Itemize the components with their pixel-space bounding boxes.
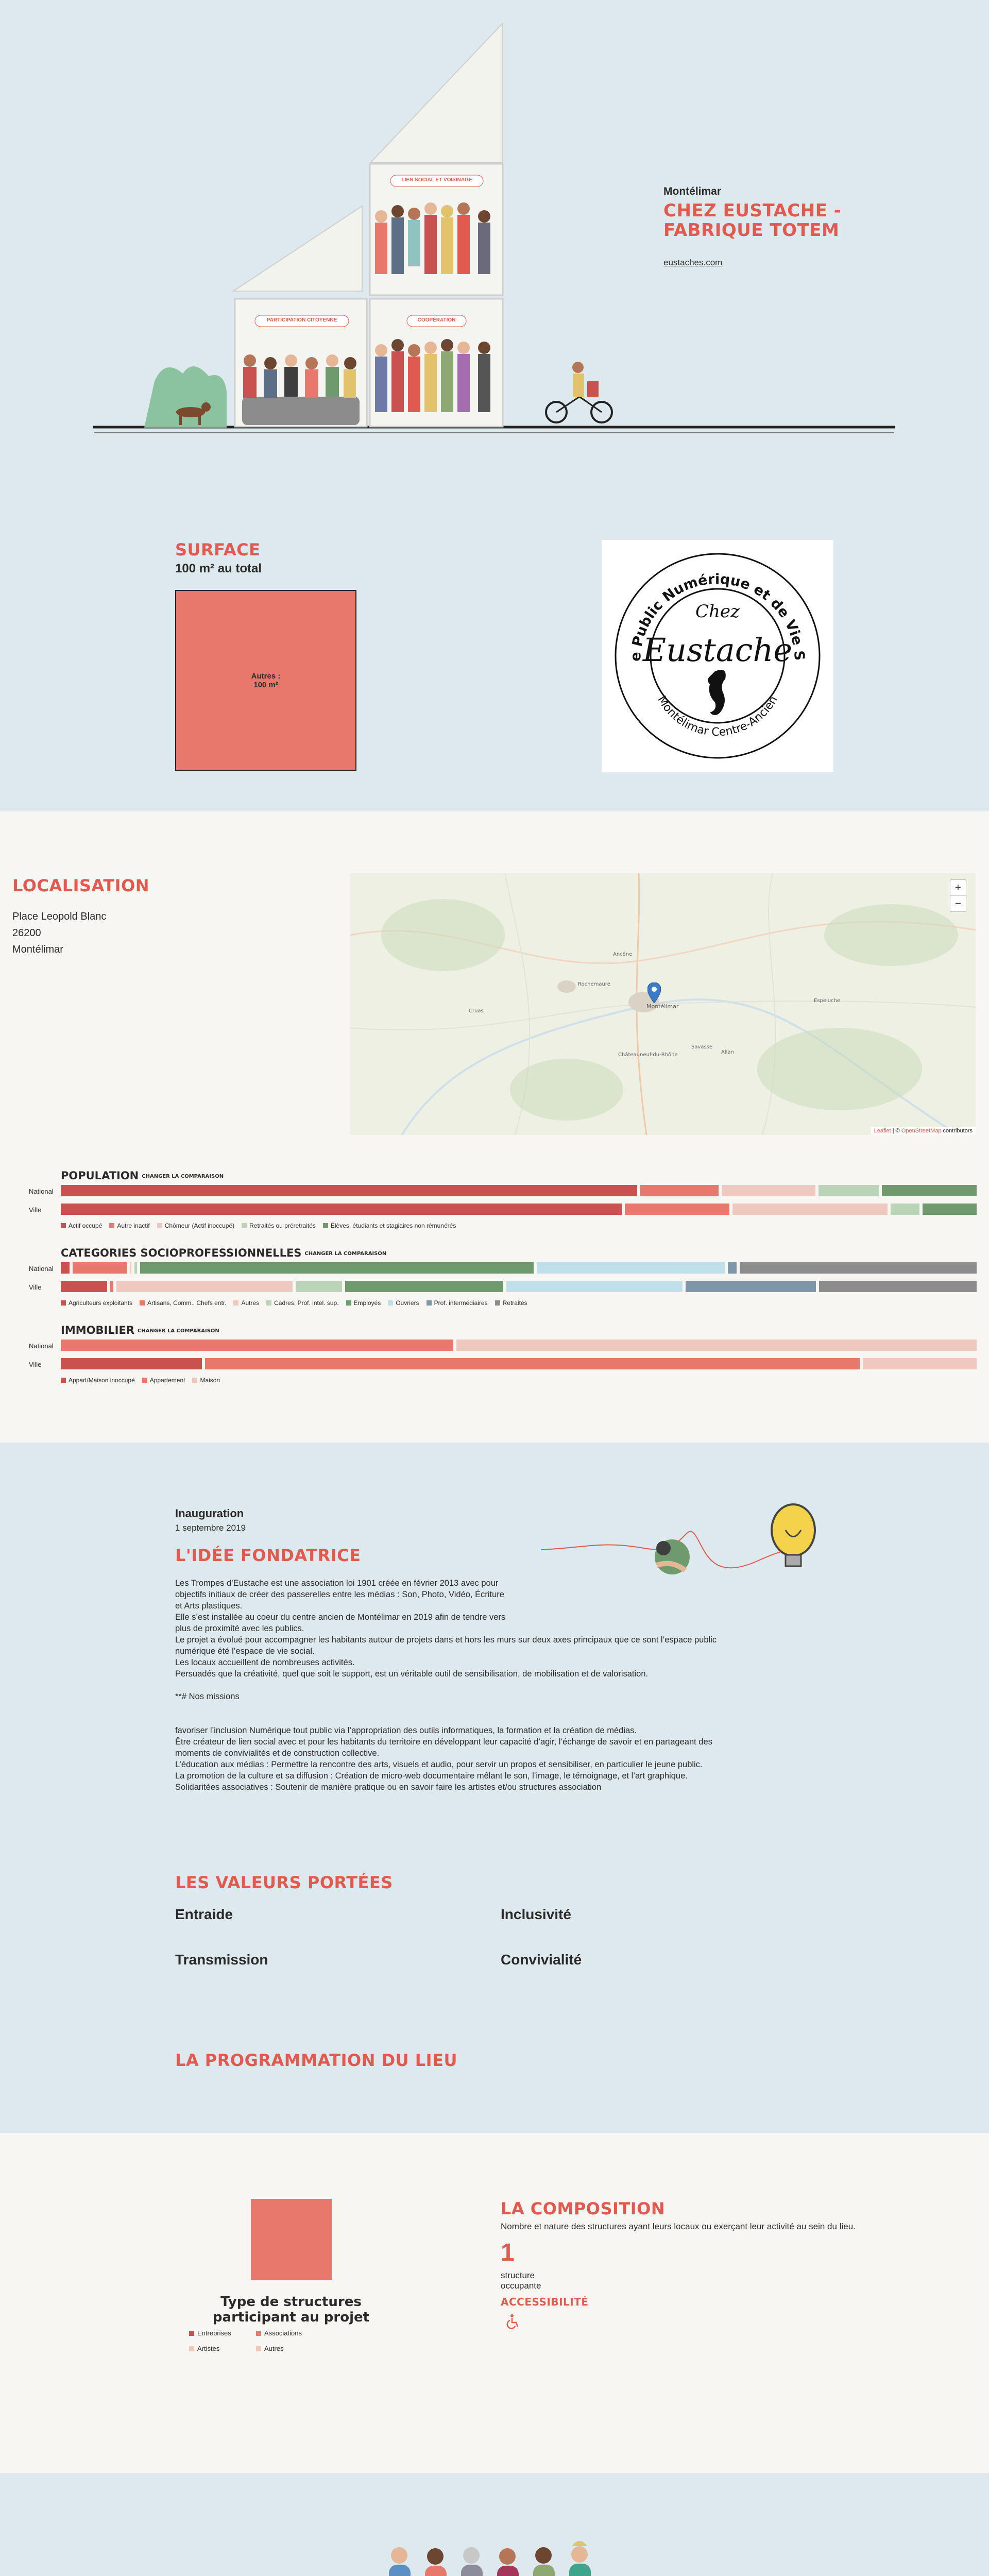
structure-count: 1 — [501, 2239, 515, 2266]
csp-national-segment-5 — [537, 1262, 725, 1274]
row-label-ville: Ville — [29, 1361, 42, 1368]
population-title — [61, 1170, 224, 1182]
immobilier-legend — [61, 1377, 220, 1384]
csp-legend-item — [495, 1299, 527, 1307]
csp-legend-item — [61, 1299, 132, 1307]
legend-swatch — [233, 1300, 238, 1306]
idee-section — [0, 1443, 989, 2133]
population-legend-item — [157, 1222, 234, 1229]
legend-label: Autres — [241, 1299, 260, 1307]
values-title: LES VALEURS PORTÉES — [175, 1873, 393, 1892]
csp-legend-item — [140, 1299, 226, 1307]
legend-label: Ouvriers — [396, 1299, 419, 1307]
csp-ville-segment-4 — [345, 1281, 503, 1292]
localisation-title: LOCALISATION — [12, 876, 150, 895]
wheelchair-icon — [505, 2313, 521, 2330]
legend-label: Agriculteurs exploitants — [69, 1299, 133, 1307]
localisation-section — [0, 811, 989, 1443]
immobilier-legend-item — [192, 1377, 220, 1384]
legend-artistes — [189, 2345, 219, 2352]
legend-entreprises — [189, 2329, 231, 2337]
composition-section — [0, 2133, 989, 2473]
map-place-allan: Allan — [721, 1049, 734, 1055]
population-national-segment-3 — [819, 1185, 879, 1196]
population-national-segment-1 — [640, 1185, 719, 1196]
seahorse-icon — [708, 670, 726, 715]
csp-national-segment-1 — [73, 1262, 126, 1274]
immobilier-legend-item — [61, 1377, 135, 1384]
map-place-ancone: Ancône — [613, 952, 633, 957]
legend-label: Artistes — [197, 2345, 220, 2352]
csp-title-text: CATEGORIES SOCIOPROFESSIONNELLES — [61, 1247, 302, 1259]
csp-legend-item — [346, 1299, 381, 1307]
legend-swatch — [140, 1300, 145, 1306]
legend-label: Maison — [200, 1377, 220, 1384]
csp-bar-national — [61, 1262, 977, 1274]
population-legend-item — [323, 1222, 456, 1229]
population-legend-item — [242, 1222, 316, 1229]
map-place-espeluche: Espeluche — [814, 998, 841, 1004]
programmation-title: LA PROGRAMMATION DU LIEU — [175, 2050, 457, 2070]
csp-compare-button[interactable]: CHANGER LA COMPARAISON — [304, 1250, 387, 1257]
legend-swatch — [61, 1378, 66, 1383]
zoom-in-button[interactable]: + — [955, 882, 961, 893]
csp-national-segment-4 — [140, 1262, 534, 1274]
csp-national-segment-7 — [740, 1262, 977, 1274]
legend-label: Appartement — [149, 1377, 185, 1384]
legend-label: Employés — [353, 1299, 381, 1307]
hero-title-line2: FABRIQUE TOTEM — [663, 220, 840, 241]
immobilier-national-segment-2 — [456, 1340, 977, 1351]
legend-swatch — [189, 2346, 194, 2351]
csp-title — [61, 1247, 386, 1259]
structures-chart — [251, 2199, 332, 2280]
csp-national-segment-2 — [130, 1262, 131, 1274]
csp-legend-item — [233, 1299, 259, 1307]
composition-title: LA COMPOSITION — [501, 2199, 666, 2218]
csp-ville-segment-3 — [296, 1281, 342, 1292]
idee-title: L'IDÉE FONDATRICE — [175, 1546, 361, 1565]
legend-label: Autres — [264, 2345, 284, 2352]
csp-legend-item — [266, 1299, 338, 1307]
csp-ville-segment-5 — [506, 1281, 683, 1292]
csp-ville-segment-6 — [686, 1281, 815, 1292]
row-label-national: National — [29, 1265, 54, 1273]
csp-national-segment-0 — [61, 1262, 70, 1274]
composition-subtitle: Nombre et nature des structures ayant leurs locaux ou exerçant leur activité au sein du lieu. — [501, 2222, 856, 2231]
row-label-national: National — [29, 1188, 54, 1195]
website-link[interactable]: eustaches.com — [663, 258, 723, 267]
population-legend-item — [109, 1222, 149, 1229]
map-place-montelimar: Montélimar — [646, 1003, 679, 1010]
hero-title — [663, 201, 841, 240]
legend-swatch — [61, 1223, 66, 1228]
legend-label: Prof. intermédiaires — [434, 1299, 488, 1307]
legend-swatch — [157, 1223, 162, 1228]
population-national-segment-4 — [882, 1185, 977, 1196]
count-label-line2: occupante — [501, 2281, 541, 2291]
attribution-tail: contributors — [941, 1128, 973, 1134]
population-compare-button[interactable]: CHANGER LA COMPARAISON — [142, 1173, 224, 1179]
population-legend-item — [61, 1222, 102, 1229]
value-transmission: Transmission — [175, 1952, 268, 1968]
population-bar-national — [61, 1185, 977, 1196]
population-ville-segment-3 — [891, 1204, 919, 1215]
csp-ville-segment-0 — [61, 1281, 107, 1292]
idee-text: Les Trompes d’Eustache est une association loi 1901 créée en février 2013 avec pour objectifs initiaux de créer des passerelles entre les médias : Son, Photo, Vidéo, Écriture et Arts plastiques. Elle s’est installée au coeur du centre ancien de Montélimar en 2019 afin de tendre vers plus de proximité avec les publics. Le projet a évolué pour accompagner les habitants autour de projets dans et hors les murs sur deux axes principaux que ce sont l’espace public numérique été l’espace de vie social. Les locaux accueillent de nombreuses activités. Persuadés que la créativité, quel que soit le support, est un véritable outil de sensibilisation, de mobilisation et de valorisation. **# Nos missions favoriser l’inclusion Numérique tout public via l’appropriation des outils informatiques, la formation et la création de médias. Être créateur de lien social avec et pour les habitants du territoire en développant leur capacité d’agir, l’échange de savoir et en partageant des moments de convivialités et de construction collective. L’éducation aux médias : Permettre la rencontre des arts, visuels et audio, pour servir un propos et sensibiliser, en particulier le jeune public. La promotion de la culture et sa diffusion : Création de micro-web documentaire mêlant le son, l’image, le témoignage, et l’art graphique. Solidaritées associatives : Soutenir de manière pratique ou en savoir faire les artistes et/ou structures association — [175, 1579, 717, 1792]
legend-swatch — [346, 1300, 351, 1306]
map-place-savasse: Savasse — [691, 1044, 713, 1050]
immobilier-ville-segment-0 — [61, 1358, 202, 1369]
legend-swatch — [256, 2331, 261, 2336]
legend-swatch — [388, 1300, 393, 1306]
value-convivialite: Convivialité — [501, 1952, 582, 1968]
population-national-segment-2 — [722, 1185, 815, 1196]
csp-bar-ville — [61, 1281, 977, 1292]
immobilier-title-text: IMMOBILIER — [61, 1324, 134, 1336]
legend-label: Élèves, étudiants et stagiaires non rémunérés — [330, 1222, 456, 1229]
address-line2: 26200 — [12, 927, 41, 939]
legend-swatch — [189, 2331, 194, 2336]
immobilier-national-segment-1 — [61, 1340, 453, 1351]
population-bar-ville — [61, 1204, 977, 1215]
logo-seal — [602, 540, 833, 772]
map-tiles — [350, 873, 976, 1135]
row-label-national: National — [29, 1342, 54, 1350]
legend-swatch — [427, 1300, 432, 1306]
map-marker-icon[interactable] — [647, 982, 661, 1003]
population-ville-segment-1 — [625, 1204, 729, 1215]
acteurs-section — [0, 2473, 989, 2576]
osm-link[interactable]: OpenStreetMap — [901, 1128, 942, 1134]
row-label-ville: Ville — [29, 1283, 42, 1291]
immobilier-ville-segment-2 — [863, 1358, 977, 1369]
place-logo — [602, 540, 833, 772]
legend-swatch — [266, 1300, 271, 1306]
people-illustration — [379, 2535, 616, 2576]
address-line3: Montélimar — [12, 944, 63, 955]
map-zoom-control — [950, 879, 966, 912]
map[interactable] — [350, 873, 976, 1135]
population-ville-segment-0 — [61, 1204, 622, 1215]
address-line1: Place Leopold Blanc — [12, 911, 107, 922]
legend-label: Retraités — [502, 1299, 527, 1307]
surface-treemap-box — [175, 590, 356, 771]
totem-label-lien-social: LIEN SOCIAL ET VOISINAGE — [401, 177, 472, 183]
surface-subtitle: 100 m² au total — [175, 562, 262, 575]
count-label-line1: structure — [501, 2270, 535, 2280]
map-place-rochemaure: Rochemaure — [578, 981, 610, 987]
row-label-ville: Ville — [29, 1206, 42, 1214]
legend-swatch — [323, 1223, 328, 1228]
csp-legend-item — [427, 1299, 488, 1307]
immobilier-ville-segment-1 — [205, 1358, 860, 1369]
totem-label-cooperation: COOPÉRATION — [417, 317, 456, 323]
surface-section — [0, 464, 989, 811]
csp-legend-item — [388, 1299, 419, 1307]
csp-ville-segment-1 — [110, 1281, 113, 1292]
immobilier-legend-item — [142, 1377, 185, 1384]
map-place-cruas: Cruas — [469, 1008, 484, 1014]
immobilier-bar-national — [61, 1340, 977, 1351]
logo-arc-bottom: Montélimar Centre-Ancien — [655, 693, 780, 739]
legend-label: Autre inactif — [117, 1222, 150, 1229]
hero-section — [0, 0, 989, 464]
csp-ville-segment-7 — [819, 1281, 977, 1292]
csp-ville-segment-2 — [116, 1281, 293, 1292]
population-ville-segment-4 — [923, 1204, 977, 1215]
accessibility-title: ACCESSIBILITÉ — [501, 2296, 589, 2308]
surface-box-value: 100 m² — [253, 680, 278, 689]
structures-chart-caption — [175, 2294, 407, 2325]
legend-label: Actif occupé — [69, 1222, 103, 1229]
legend-swatch — [61, 1300, 66, 1306]
immobilier-bar-ville — [61, 1358, 977, 1369]
legend-autres — [256, 2345, 284, 2352]
logo-center-chez: Chez — [695, 601, 740, 622]
logo-center-eustache: Eustache — [642, 631, 793, 669]
legend-associations — [256, 2329, 302, 2337]
legend-swatch — [495, 1300, 500, 1306]
population-title-text: POPULATION — [61, 1170, 139, 1182]
population-legend — [61, 1222, 456, 1229]
leaflet-link[interactable]: Leaflet — [874, 1128, 891, 1134]
population-ville-segment-2 — [732, 1204, 888, 1215]
caption-line1: Type de structures — [220, 2294, 362, 2310]
hero-title-line1: CHEZ EUSTACHE - — [663, 200, 842, 221]
totem-label-participation: PARTICIPATION CITOYENNE — [266, 317, 337, 323]
csp-legend — [61, 1299, 527, 1307]
legend-swatch — [256, 2346, 261, 2351]
map-attribution — [871, 1127, 976, 1135]
logo-arc-top: e Public Numérique et de Vie S — [627, 571, 808, 662]
legend-label: Associations — [264, 2329, 302, 2337]
caption-line2: participant au projet — [212, 2310, 370, 2325]
hero-city: Montélimar — [663, 185, 722, 197]
immobilier-compare-button[interactable]: CHANGER LA COMPARAISON — [138, 1328, 219, 1334]
hero-info — [663, 185, 841, 268]
csp-national-segment-6 — [728, 1262, 737, 1274]
legend-label: Chômeur (Actif inoccupé) — [164, 1222, 235, 1229]
legend-swatch — [192, 1378, 197, 1383]
legend-swatch — [109, 1223, 114, 1228]
structure-count-label — [501, 2270, 562, 2291]
value-inclusivite: Inclusivité — [501, 1906, 571, 1922]
legend-label: Cadres, Prof. intel. sup. — [274, 1299, 339, 1307]
inauguration-label: Inauguration — [175, 1507, 244, 1520]
immobilier-title — [61, 1324, 219, 1336]
legend-swatch — [242, 1223, 247, 1228]
address — [12, 908, 106, 958]
map-place-chateauneuf: Châteauneuf-du-Rhône — [618, 1052, 678, 1058]
zoom-out-button[interactable]: − — [950, 895, 966, 911]
population-national-segment-0 — [61, 1185, 637, 1196]
legend-label: Artisans, Comm., Chefs entr. — [147, 1299, 227, 1307]
surface-title: SURFACE — [175, 540, 261, 560]
surface-box-label: Autres : — [251, 671, 281, 681]
inauguration-date: 1 septembre 2019 — [175, 1523, 246, 1533]
legend-swatch — [142, 1378, 147, 1383]
attribution-separator: | © — [891, 1128, 901, 1134]
legend-label: Appart/Maison inoccupé — [69, 1377, 135, 1384]
value-entraide: Entraide — [175, 1906, 233, 1922]
csp-national-segment-3 — [134, 1262, 137, 1274]
legend-label: Entreprises — [197, 2329, 231, 2337]
legend-label: Retraités ou préretraités — [249, 1222, 316, 1229]
